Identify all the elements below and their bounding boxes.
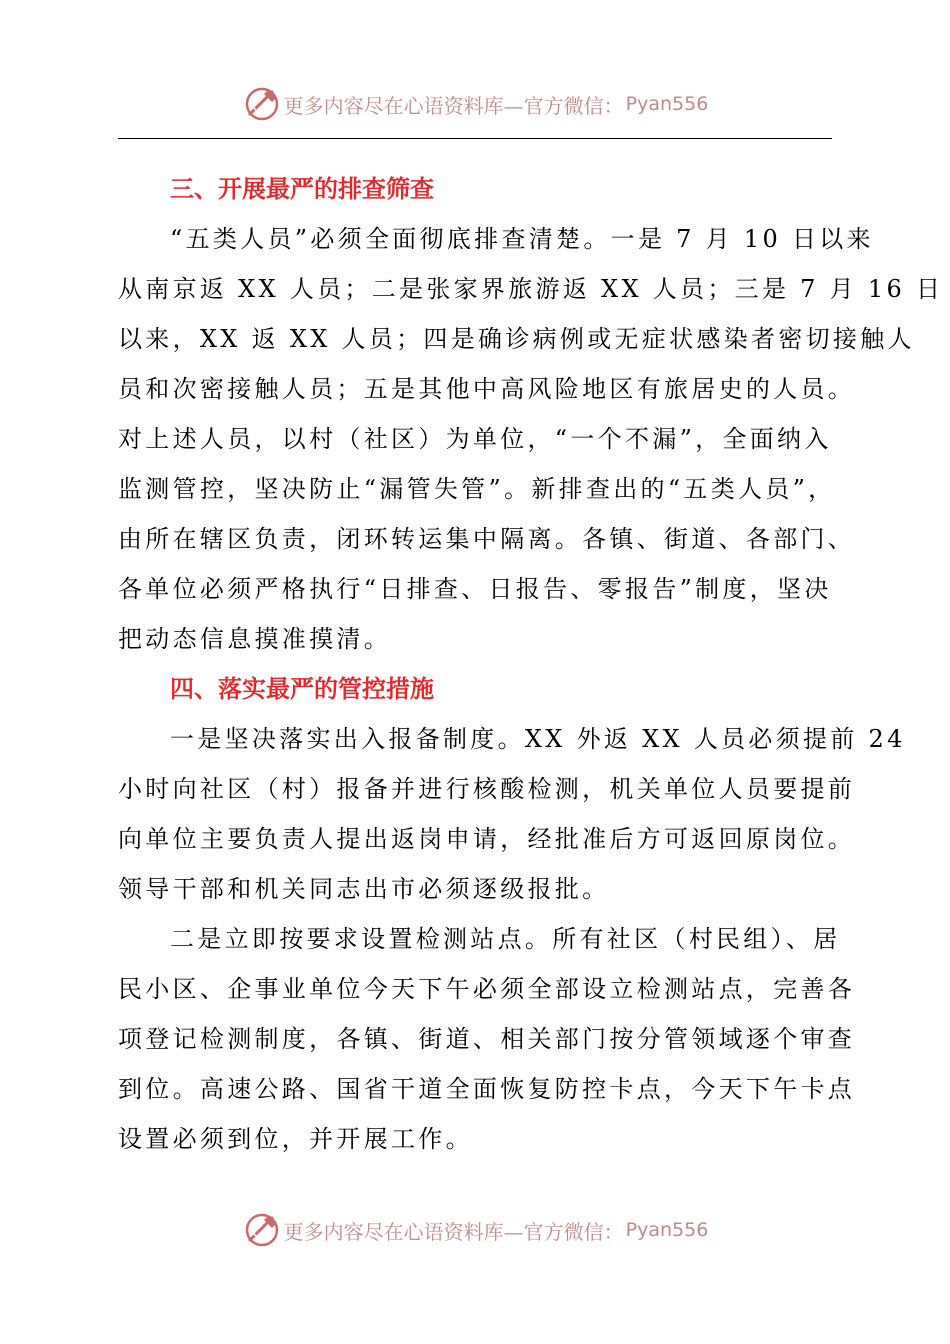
- text-line: 到位。高速公路、国省干道全面恢复防控卡点，今天下午卡点: [118, 1075, 856, 1103]
- text-line: 员和次密接触人员；五是其他中高风险地区有旅居史的人员。: [118, 375, 856, 403]
- paragraph: [118, 214, 944, 664]
- text-line: 二是立即按要求设置检测站点。所有社区（村民组）、居: [170, 925, 841, 953]
- text-line: 设置必须到位，并开展工作。: [118, 1125, 473, 1153]
- banner-wechat-id: Pyan556: [625, 93, 709, 115]
- text-line: 向单位主要负责人提出返岗申请，经批准后方可返回原岗位。: [118, 825, 856, 853]
- text-line: 项登记检测制度，各镇、街道、相关部门按分管领域逐个审查: [118, 1025, 856, 1053]
- text-line: 一是坚决落实出入报备制度。XX 外返 XX 人员必须提前 24: [170, 725, 906, 753]
- paragraph: [118, 714, 906, 914]
- header-banner: [0, 84, 950, 124]
- banner-text: 更多内容尽在心语资料库—官方微信：: [283, 1219, 624, 1244]
- section-heading: 四、落实最严的管控措施: [170, 675, 434, 703]
- pen-logo-icon: [242, 1210, 282, 1250]
- footer-banner: [0, 1210, 950, 1250]
- header-divider: [118, 138, 832, 139]
- text-line: 各单位必须严格执行“日排查、日报告、零报告”制度，坚决: [118, 575, 832, 603]
- text-line: 小时向社区（村）报备并进行核酸检测，机关单位人员要提前: [118, 775, 856, 803]
- pen-logo-icon: [242, 84, 282, 124]
- text-line: 把动态信息摸准摸清。: [118, 625, 391, 653]
- banner-text: 更多内容尽在心语资料库—官方微信：: [283, 93, 624, 118]
- document-body: [118, 164, 944, 1164]
- text-line: 以来，XX 返 XX 人员；四是确诊病例或无症状感染者密切接触人: [118, 325, 915, 353]
- text-line: 监测管控，坚决防止“漏管失管”。新排查出的“五类人员”，: [118, 475, 836, 503]
- text-line: 由所在辖区负责，闭环转运集中隔离。各镇、街道、各部门、: [118, 525, 856, 553]
- section-heading: 三、开展最严的排查筛查: [170, 175, 434, 203]
- banner-wechat-id: Pyan556: [625, 1219, 709, 1241]
- text-line: 领导干部和机关同志出市必须逐级报批。: [118, 875, 610, 903]
- paragraph: [118, 914, 856, 1164]
- text-line: 对上述人员，以村（社区）为单位，“一个不漏”，全面纳入: [118, 425, 832, 453]
- text-line: 从南京返 XX 人员；二是张家界旅游返 XX 人员；三是 7 月 16 日: [118, 275, 944, 303]
- text-line: 民小区、企事业单位今天下午必须全部设立检测站点，完善各: [118, 975, 856, 1003]
- text-line: “五类人员”必须全面彻底排查清楚。一是 7 月 10 日以来: [170, 225, 874, 253]
